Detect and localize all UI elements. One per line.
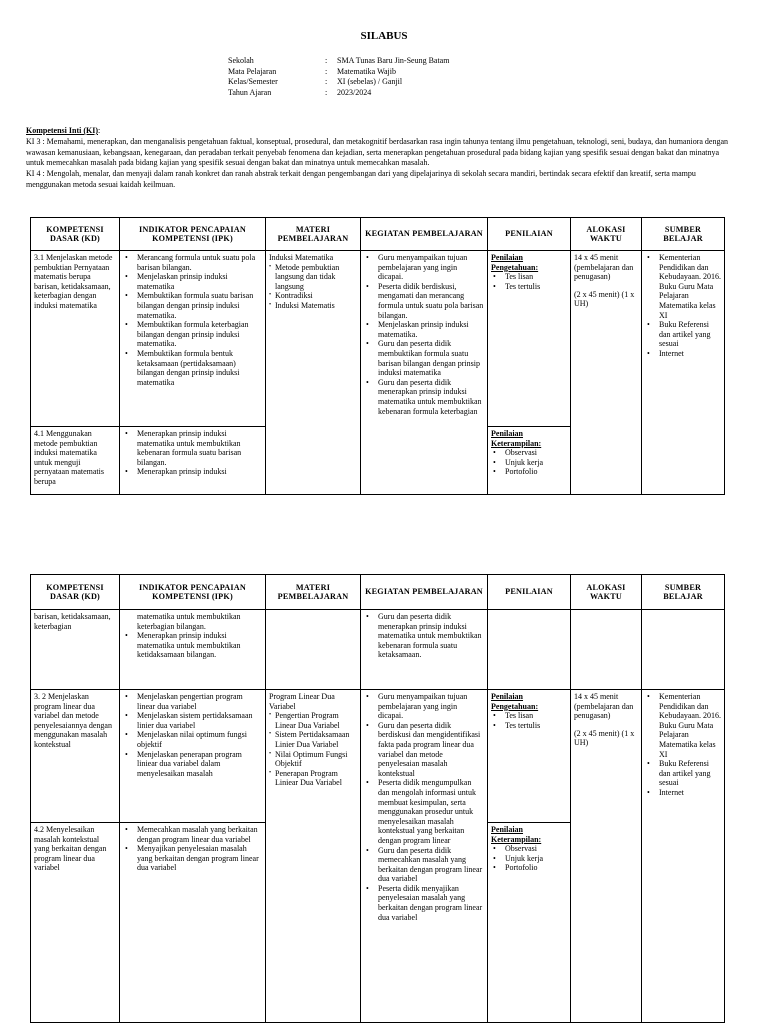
ipk-item: • Menerapkan prinsip induksi matematika untuk membuktikan kebenaran formula suatu barisan bilangan.	[137, 429, 262, 467]
penilaian-item: • Portofolio	[505, 863, 567, 873]
header-alokasi: ALOKASI WAKTU	[571, 218, 642, 251]
kegiatan-item: • Guru menyampaikan tujuan pembelajaran yang ingin dicapai.	[378, 692, 484, 721]
kd-cell: 3.1 Menjelaskan metode pembuktian Pernyataan matematis berupa barisan, ketidaksamaan, keterbagian dengan induksi matematika	[31, 251, 120, 427]
ki-heading-colon: :	[98, 126, 101, 135]
table-row	[31, 251, 725, 427]
document-title: SILABUS	[360, 30, 408, 42]
info-key: Kelas/Semester	[228, 77, 278, 86]
alokasi-cell	[571, 690, 642, 1023]
materi-cell	[266, 690, 361, 1023]
ipk-item: • Membuktikan formula bentuk ketaksamaan (pertidaksamaan) bilangan dengan prinsip induksi matematika	[137, 349, 262, 387]
kegiatan-cell	[361, 610, 488, 690]
info-sep: :	[325, 77, 328, 86]
penilaian-item: • Unjuk kerja	[505, 854, 567, 864]
sumber-cell	[642, 690, 725, 1023]
ipk-item: • Menjelaskan pengertian program linear dua variabel	[137, 692, 262, 711]
alokasi-cell-empty	[571, 610, 642, 690]
silabus-table-2	[30, 574, 725, 1023]
penilaian-keterampilan-cell	[488, 427, 571, 495]
materi-title: Program Linear Dua Variabel	[269, 692, 335, 711]
header-materi: MATERI PEMBELAJARAN	[266, 575, 361, 610]
ipk-item: • Menyajikan penyelesaian masalah yang berkaitan dengan program linear dua variabel	[137, 844, 262, 873]
header-kegiatan: KEGIATAN PEMBELAJARAN	[361, 575, 488, 610]
kd-cell: 4.2 Menyelesaikan masalah kontekstual yang berkaitan dengan program linear dua variabel	[31, 823, 120, 1023]
ipk-item: • Menjelaskan nilai optimum fungsi objektif	[137, 730, 262, 749]
table-header-row	[31, 218, 725, 251]
ipk-item-continued: matematika untuk membuktikan keterbagian bilangan.	[137, 612, 241, 631]
kegiatan-item: • Guru dan peserta didik berdiskusi dan mengidentifikasi fakta pada program linear dua variabel dan metode penyelesaian masalah kontekstual	[378, 721, 484, 779]
alokasi-line: (2 x 45 menit) (1 x UH)	[574, 289, 635, 309]
header-materi: MATERI PEMBELAJARAN	[266, 218, 361, 251]
kd-cell: barisan, ketidaksamaan, keterbagian	[31, 610, 120, 690]
ki-3-text: KI 3 : Memahami, menerapkan, dan menganalisis pengetahuan faktual, konseptual, prosedural, dan metakognitif berdasarkan rasa ingin tahunya tentang ilmu pengetahuan, teknologi, seni, budaya, dan humaniora dengan wawasan kemanusiaan, kebangsaan, kenegaraan, dan peradaban terkait penyebab fenomena dan kejadian, serta menerapkan pengetahuan prosedural pada bidang kajian yang spesifik sesuai dengan bakat dan minatnya untuk memecahkan masalah pada bidang kajian yang spesifik sesuai dengan bakat dan minatnya untuk memecahkan masalah.	[26, 136, 729, 168]
sumber-cell	[642, 251, 725, 495]
materi-item: • Metode pembuktian langsung dan tidak langsung	[275, 263, 357, 292]
info-sep: :	[325, 56, 328, 65]
penilaian-item: • Observasi	[505, 448, 567, 458]
ipk-cell	[120, 427, 266, 495]
kegiatan-item: • Peserta didik mengumpulkan dan mengolah informasi untuk membuat kesimpulan, serta menggunakan prosedur untuk menyelesaikan masalah kontekstual yang berkaitan dengan program linear	[378, 778, 484, 845]
kegiatan-item: • Guru dan peserta didik memecahkan masalah yang berkaitan dengan program linear dua variabel	[378, 846, 484, 884]
kegiatan-item: • Guru dan peserta didik menerapkan prinsip induksi matematika untuk membuktikan kebenaran formula keterbagian	[378, 378, 484, 416]
header-penilaian: PENILAIAN	[488, 218, 571, 251]
sumber-item: • Buku Referensi dan artikel yang sesuai	[659, 320, 721, 349]
table-row	[31, 690, 725, 823]
info-value: XI (sebelas) / Ganjil	[337, 77, 403, 86]
sumber-item: • Internet	[659, 349, 721, 359]
penilaian-pengetahuan-title: Penilaian Pengetahuan:	[491, 253, 539, 272]
ipk-cell	[120, 690, 266, 823]
penilaian-keterampilan-title: Penilaian Keterampilan:	[491, 825, 542, 844]
sumber-item: • Kementerian Pendidikan dan Kebudayaan. 2016. Buku Guru Mata Pelajaran Matematika kelas XI	[659, 253, 721, 320]
ki-heading: Kompetensi Inti (KI)	[26, 126, 98, 135]
penilaian-pengetahuan-cell	[488, 690, 571, 823]
header-sumber: SUMBER BELAJAR	[642, 575, 725, 610]
info-row-class	[228, 77, 449, 88]
info-row-school	[228, 56, 449, 67]
info-key: Sekolah	[228, 56, 254, 65]
sumber-item: • Internet	[659, 788, 721, 798]
penilaian-item: • Portofolio	[505, 467, 567, 477]
ipk-item: • Menjelaskan penerapan program liniear dua variabel dalam menyelesaikan masalah	[137, 750, 262, 779]
ipk-cell	[120, 610, 266, 690]
kegiatan-item: • Guru menyampaikan tujuan pembelajaran yang ingin dicapai.	[378, 253, 484, 282]
materi-item: • Pengertian Program Linear Dua Variabel	[275, 711, 357, 730]
info-value: Matematika Wajib	[337, 66, 396, 76]
header-kd: KOMPETENSI DASAR (KD)	[31, 218, 120, 251]
penilaian-keterampilan-cell	[488, 823, 571, 1023]
materi-cell	[266, 251, 361, 495]
table-header-row	[31, 575, 725, 610]
header-alokasi: ALOKASI WAKTU	[571, 575, 642, 610]
header-kegiatan: KEGIATAN PEMBELAJARAN	[361, 218, 488, 251]
penilaian-pengetahuan-title: Penilaian Pengetahuan:	[491, 692, 539, 711]
ipk-item: • Membuktikan formula suatu barisan bilangan dengan prinsip induksi matematika.	[137, 291, 262, 320]
header-sumber: SUMBER BELAJAR	[642, 218, 725, 251]
ipk-cell	[120, 251, 266, 427]
ipk-item: • Memecahkan masalah yang berkaitan dengan program linear dua variabel	[137, 825, 262, 844]
kegiatan-item: • Peserta didik berdiskusi, mengamati dan merancang formula untuk suatu pola barisan bilangan.	[378, 282, 484, 320]
ipk-cell	[120, 823, 266, 1023]
kompetensi-inti	[26, 126, 728, 191]
ipk-item: • Menjelaskan sistem pertidaksamaan linier dua variabel	[137, 711, 262, 730]
materi-item: • Penerapan Program Liniear Dua Variabel	[275, 769, 357, 788]
info-key: Tahun Ajaran	[228, 87, 272, 97]
ipk-item: • Menjelaskan prinsip induksi matematika	[137, 272, 262, 291]
alokasi-line: 14 x 45 menit (pembelajaran dan penugasan)	[574, 692, 634, 721]
kegiatan-cell	[361, 690, 488, 1023]
penilaian-item: • Tes lisan	[505, 711, 567, 721]
penilaian-item: • Tes lisan	[505, 272, 567, 282]
info-value: 2023/2024	[337, 87, 372, 97]
info-sep: :	[325, 87, 328, 97]
kegiatan-item: • Peserta didik menyajikan penyelesaian masalah yang berkaitan dengan program linear dua variabel	[378, 884, 484, 922]
info-row-subject	[228, 67, 449, 78]
materi-item: • Induksi Matematis	[275, 301, 357, 311]
penilaian-keterampilan-title: Penilaian Keterampilan:	[491, 429, 542, 448]
sumber-item: • Kementerian Pendidikan dan Kebudayaan. 2016. Buku Guru Mata Pelajaran Matematika kelas XI	[659, 692, 721, 759]
ipk-item: • Membuktikan formula keterbagian bilangan dengan prinsip induksi matematika.	[137, 320, 262, 349]
penilaian-item: • Observasi	[505, 844, 567, 854]
ipk-item: • Menerapkan prinsip induksi	[137, 467, 262, 477]
header-penilaian: PENILAIAN	[488, 575, 571, 610]
info-key: Mata Pelajaran	[228, 66, 277, 76]
sumber-item: • Buku Referensi dan artikel yang sesuai	[659, 759, 721, 788]
silabus-table-1	[30, 217, 725, 495]
penilaian-pengetahuan-cell	[488, 251, 571, 427]
alokasi-line: 14 x 45 menit (pembelajaran dan penugasan)	[574, 253, 634, 282]
ipk-item: • Merancang formula untuk suatu pola barisan bilangan.	[137, 253, 262, 272]
info-value: SMA Tunas Baru Jin-Seung Batam	[337, 56, 450, 65]
table-row	[31, 610, 725, 690]
kd-cell	[31, 427, 120, 495]
penilaian-item: • Tes tertulis	[505, 721, 567, 731]
materi-title: Induksi Matematika	[269, 253, 334, 262]
penilaian-item: • Tes tertulis	[505, 282, 567, 292]
info-sep: :	[325, 66, 328, 76]
alokasi-line: (2 x 45 menit) (1 x UH)	[574, 728, 635, 748]
materi-item: • Sistem Pertidaksamaan Linier Dua Variabel	[275, 730, 357, 749]
kd-cell: 3. 2 Menjelaskan program linear dua variabel dan metode penyelesaiannya dengan menggunakan masalah kontekstual	[31, 690, 120, 823]
info-row-year	[228, 88, 449, 99]
ki-4-text: KI 4 : Mengolah, menalar, dan menyaji dalam ranah konkret dan ranah abstrak terkait dengan pengembangan dari yang dipelajarinya di sekolah secara mandiri, bertindak secara efektif dan kreatif, serta mampu menggunakan metoda sesuai kaidah keilmuan.	[26, 169, 696, 189]
materi-item: • Kontradiksi	[275, 291, 357, 301]
kegiatan-item: • Guru dan peserta didik membuktikan formula suatu barisan bilangan dengan prinsip induksi matematika	[378, 339, 484, 377]
sumber-cell-empty	[642, 610, 725, 690]
alokasi-cell	[571, 251, 642, 495]
penilaian-cell-empty	[488, 610, 571, 690]
identity-block	[228, 56, 449, 98]
kegiatan-item: • Menjelaskan prinsip induksi matematika.	[378, 320, 484, 339]
header-ipk: INDIKATOR PENCAPAIAN KOMPETENSI (IPK)	[120, 575, 266, 610]
header-kd: KOMPETENSI DASAR (KD)	[31, 575, 120, 610]
kd-text: 4.1 Menggunakan metode pembuktian induksi matematika untuk menguji pernyataan matematis berupa	[34, 429, 104, 486]
ipk-item: • Menerapkan prinsip induksi matematika untuk membuktikan ketidaksamaan bilangan.	[137, 631, 262, 660]
penilaian-item: • Unjuk kerja	[505, 458, 567, 468]
header-ipk: INDIKATOR PENCAPAIAN KOMPETENSI (IPK)	[120, 218, 266, 251]
materi-item: • Nilai Optimum Fungsi Objektif	[275, 750, 357, 769]
kegiatan-cell	[361, 251, 488, 495]
materi-cell-empty	[266, 610, 361, 690]
kegiatan-item: • Guru dan peserta didik menerapkan prinsip induksi matematika untuk membuktikan kebenaran formula suatu ketaksamaan.	[378, 612, 484, 660]
